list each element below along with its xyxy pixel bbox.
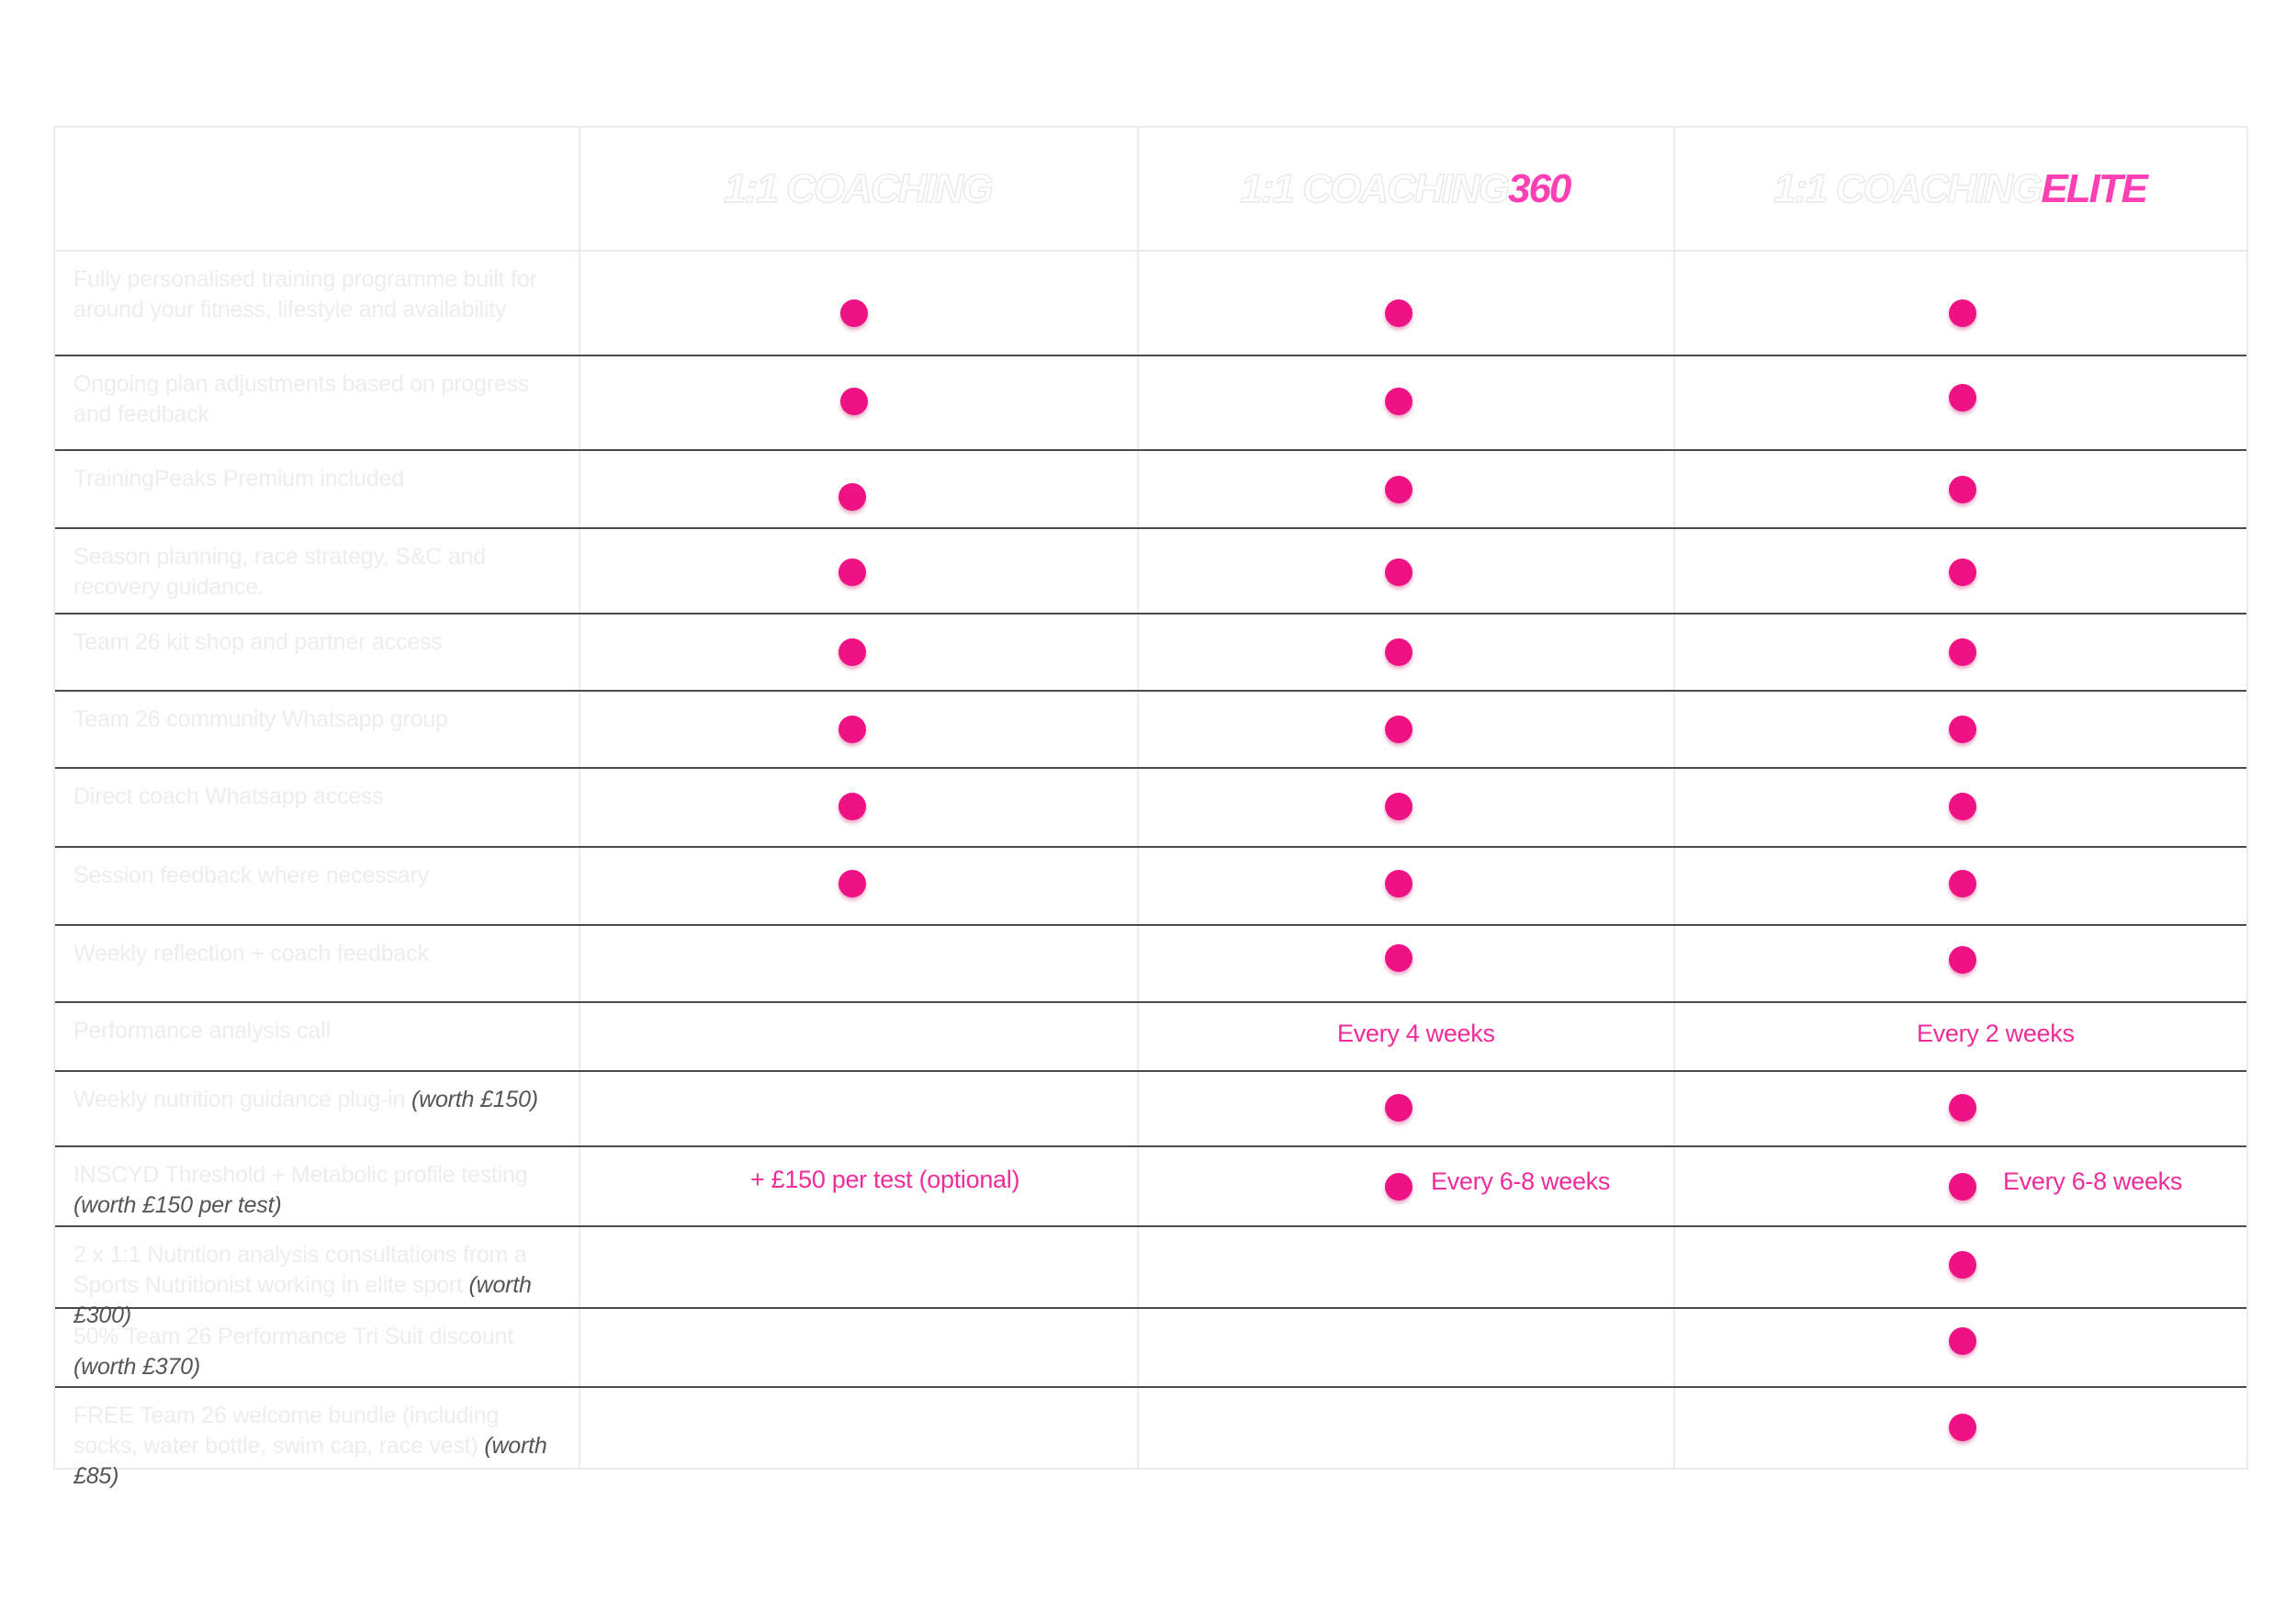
plan1-cell — [579, 1072, 1137, 1145]
plan-header-coaching-360 — [1137, 128, 1673, 250]
included-dot-icon — [1385, 1173, 1412, 1201]
included-dot-icon — [1949, 1173, 1976, 1201]
frequency-text: Every 6-8 weeks — [2003, 1167, 2183, 1195]
included-dot-icon — [1385, 716, 1412, 743]
plan3-cell — [1673, 529, 2246, 613]
worth-text: (worth £85) — [73, 1433, 547, 1489]
included-dot-icon — [1949, 793, 1976, 820]
included-dot-icon — [1949, 716, 1976, 743]
feature-text: 50% Team 26 Performance Tri Suit discount — [73, 1324, 514, 1349]
plan1-cell — [579, 615, 1137, 690]
plan1-cell — [579, 769, 1137, 846]
included-dot-icon — [1949, 946, 1976, 974]
feature-row — [55, 924, 2246, 1001]
included-dot-icon — [1949, 1327, 1976, 1355]
feature-label — [55, 1072, 579, 1145]
plan3-cell — [1673, 615, 2246, 690]
included-dot-icon — [838, 870, 866, 897]
plan-header-coaching-elite — [1673, 128, 2246, 250]
feature-text: Weekly nutrition guidance plug-in — [73, 1087, 406, 1112]
plan-title — [1241, 166, 1570, 212]
plan1-cell — [579, 1147, 1137, 1225]
feature-row — [55, 1070, 2246, 1145]
feature-row — [55, 1307, 2246, 1386]
feature-text: Weekly reflection + coach feedback — [73, 941, 429, 966]
worth-text: (worth £300) — [73, 1272, 532, 1328]
included-dot-icon — [1385, 944, 1412, 972]
plan2-cell — [1137, 1309, 1673, 1386]
included-dot-icon — [1949, 870, 1976, 897]
feature-row — [55, 449, 2246, 527]
plan1-cell — [579, 1388, 1137, 1468]
frequency-text: Every 4 weeks — [1337, 1020, 1495, 1047]
feature-label — [55, 926, 579, 1001]
plan3-cell — [1673, 1388, 2246, 1468]
plan2-cell — [1137, 615, 1673, 690]
plan2-cell — [1137, 926, 1673, 1001]
plan3-cell — [1673, 1227, 2246, 1307]
plan1-cell — [579, 848, 1137, 924]
plan1-cell — [579, 1003, 1137, 1070]
feature-label — [55, 848, 579, 924]
feature-text: Fully personalised training programme built for around your fitness, lifestyle and availability — [73, 266, 537, 322]
feature-text: Performance analysis call — [73, 1018, 331, 1043]
included-dot-icon — [838, 483, 866, 511]
plan-title — [1773, 166, 2146, 212]
coaching-comparison-table — [53, 126, 2248, 1489]
included-dot-icon — [1385, 299, 1412, 327]
plan1-cell — [579, 692, 1137, 767]
included-dot-icon — [1385, 870, 1412, 897]
plan3-cell — [1673, 926, 2246, 1001]
feature-label — [55, 769, 579, 846]
plan3-cell — [1673, 1309, 2246, 1386]
feature-label — [55, 529, 579, 613]
included-dot-icon — [1385, 638, 1412, 666]
included-dot-icon — [1949, 638, 1976, 666]
included-dot-icon — [1385, 388, 1412, 415]
plan2-cell — [1137, 451, 1673, 527]
feature-label — [55, 1147, 579, 1225]
feature-text: TrainingPeaks Premium included — [73, 466, 404, 491]
plan2-cell — [1137, 1147, 1673, 1225]
plan3-cell — [1673, 692, 2246, 767]
feature-label — [55, 615, 579, 690]
feature-row — [55, 1145, 2246, 1225]
included-dot-icon — [1949, 558, 1976, 586]
included-dot-icon — [1949, 299, 1976, 327]
included-dot-icon — [838, 558, 866, 586]
plan3-cell — [1673, 451, 2246, 527]
frequency-text: Every 6-8 weeks — [1431, 1167, 1611, 1195]
optional-price-text: + £150 per test (optional) — [750, 1166, 1020, 1193]
header-row — [55, 128, 2246, 252]
included-dot-icon — [838, 716, 866, 743]
plan-name: 1:1 COACHING — [724, 165, 992, 211]
plan2-cell — [1137, 769, 1673, 846]
plan3-cell — [1673, 1147, 2246, 1225]
included-dot-icon — [1385, 1094, 1412, 1122]
feature-row — [55, 1386, 2246, 1489]
feature-row — [55, 846, 2246, 924]
plan3-cell — [1673, 848, 2246, 924]
plan2-cell — [1137, 356, 1673, 449]
plan3-cell — [1673, 1003, 2246, 1070]
plan-name: 1:1 COACHING — [1240, 165, 1508, 211]
included-dot-icon — [1949, 1094, 1976, 1122]
feature-text: Session feedback where necessary — [73, 863, 429, 888]
feature-text: Team 26 community Whatsapp group — [73, 706, 448, 732]
plan1-cell — [579, 1309, 1137, 1386]
included-dot-icon — [838, 638, 866, 666]
plan2-cell — [1137, 529, 1673, 613]
feature-row — [55, 252, 2246, 355]
plan-accent: ELITE — [2041, 165, 2147, 211]
plan2-cell — [1137, 1227, 1673, 1307]
feature-row — [55, 767, 2246, 846]
included-dot-icon — [1949, 1414, 1976, 1441]
included-dot-icon — [1385, 793, 1412, 820]
feature-text: Season planning, race strategy, S&C and recovery guidance. — [73, 544, 486, 600]
plan3-cell — [1673, 769, 2246, 846]
feature-row — [55, 690, 2246, 767]
plan1-cell — [579, 356, 1137, 449]
included-dot-icon — [1949, 384, 1976, 412]
feature-label — [55, 451, 579, 527]
feature-label — [55, 1003, 579, 1070]
feature-text: INSCYD Threshold + Metabolic profile testing — [73, 1162, 528, 1188]
included-dot-icon — [1385, 558, 1412, 586]
plan1-cell — [579, 252, 1137, 355]
plan-header-coaching — [579, 128, 1137, 250]
included-dot-icon — [1385, 476, 1412, 503]
plan2-cell — [1137, 1388, 1673, 1468]
worth-text: (worth £370) — [73, 1354, 200, 1380]
feature-text: Direct coach Whatsapp access — [73, 784, 384, 809]
plan2-cell — [1137, 1072, 1673, 1145]
plan2-cell — [1137, 1003, 1673, 1070]
plan-name: 1:1 COACHING — [1773, 165, 2042, 211]
feature-text: 2 x 1:1 Nutrition analysis consultations from a Sports Nutritionist working in elite sport — [73, 1242, 527, 1298]
included-dot-icon — [1949, 1251, 1976, 1279]
plan1-cell — [579, 926, 1137, 1001]
included-dot-icon — [840, 299, 868, 327]
plan3-cell — [1673, 356, 2246, 449]
feature-row — [55, 1225, 2246, 1328]
plan3-cell — [1673, 252, 2246, 355]
plan1-cell — [579, 529, 1137, 613]
feature-label — [55, 252, 579, 355]
feature-label — [55, 1227, 579, 1328]
plan2-cell — [1137, 692, 1673, 767]
worth-text: (worth £150) — [411, 1087, 538, 1112]
feature-text: Ongoing plan adjustments based on progress and feedback — [73, 371, 530, 427]
feature-row — [55, 613, 2246, 690]
feature-label — [55, 1388, 579, 1489]
plan1-cell — [579, 451, 1137, 527]
worth-text: (worth £150 per test) — [73, 1192, 282, 1218]
feature-label — [55, 1309, 579, 1386]
included-dot-icon — [840, 388, 868, 415]
included-dot-icon — [1949, 476, 1976, 503]
feature-text: FREE Team 26 welcome bundle (including socks, water bottle, swim cap, race vest) — [73, 1403, 500, 1459]
plan1-cell — [579, 1227, 1137, 1307]
feature-row — [55, 1001, 2246, 1070]
feature-label — [55, 692, 579, 767]
plan2-cell — [1137, 848, 1673, 924]
included-dot-icon — [838, 793, 866, 820]
plan2-cell — [1137, 252, 1673, 355]
plan-accent: 360 — [1507, 165, 1570, 211]
plan3-cell — [1673, 1072, 2246, 1145]
feature-label — [55, 356, 579, 449]
plan-title — [724, 166, 991, 212]
feature-row — [55, 355, 2246, 449]
header-empty-cell — [55, 128, 579, 250]
feature-text: Team 26 kit shop and partner access — [73, 629, 443, 655]
frequency-text: Every 2 weeks — [1917, 1020, 2075, 1047]
feature-row — [55, 527, 2246, 613]
